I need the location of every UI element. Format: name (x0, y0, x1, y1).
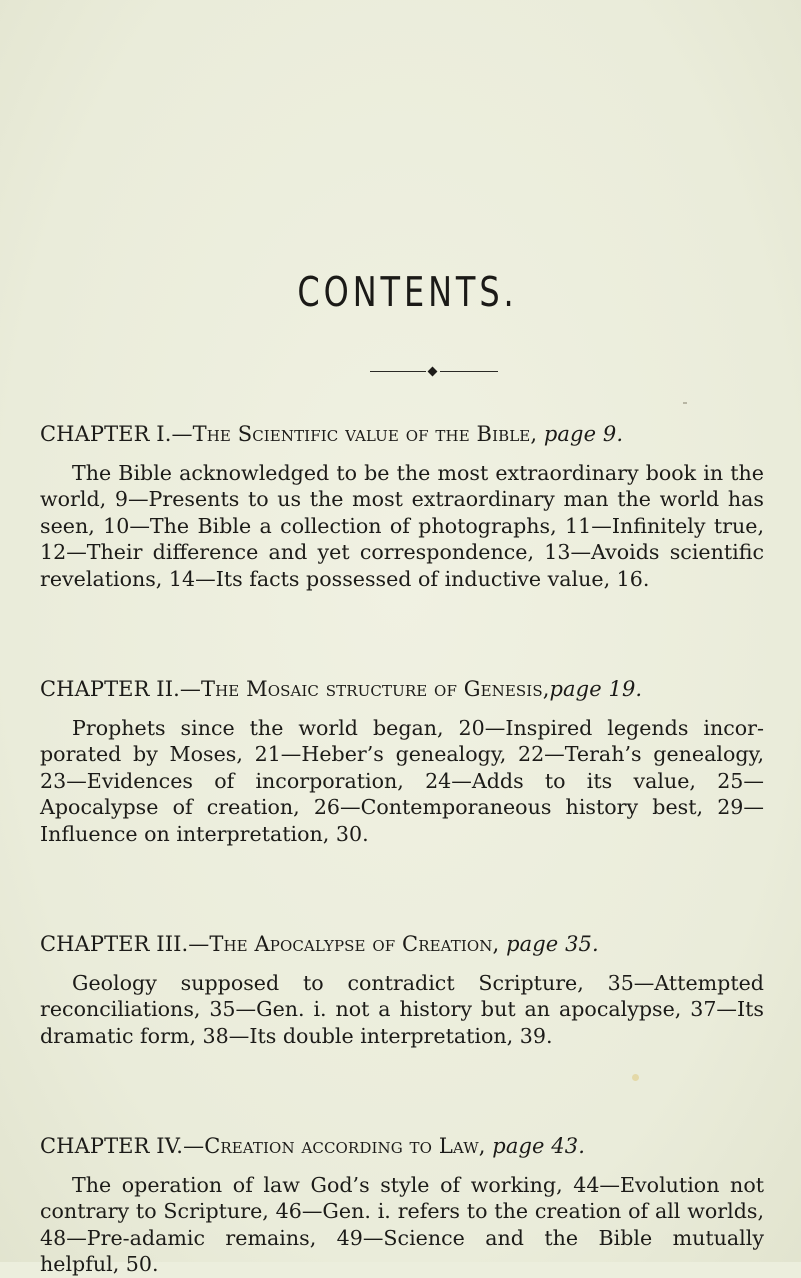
diamond-icon (428, 367, 438, 377)
chapter-heading (40, 1133, 764, 1159)
chapter-entry-2 (40, 676, 764, 847)
chapter-title: The Apocalypse of Creation, (209, 932, 500, 956)
chapter-label: CHAPTER III. (40, 932, 189, 956)
chapter-title: The Mosaic structure of Genesis, (200, 677, 550, 701)
chapter-heading (40, 931, 764, 957)
ornament-rule-right (440, 371, 498, 372)
chapter-title: The Scientific value of the Bible, (192, 422, 538, 446)
chapter-separator: — (171, 422, 193, 446)
chapter-separator: — (188, 932, 210, 956)
chapter-summary: Prophets since the world began, 20—Inspired legends incorporated by Moses, 21—Heber’s genealogy, 22—Terah’s genealogy, 23—Evidences of incorporation, 24—Adds to its value, 25—Apocalypse of creation, 26—Contemporaneous history best, 29—Influence on interpretation, 30. (40, 716, 764, 846)
chapter-heading (40, 421, 764, 447)
chapter-entry-3 (40, 931, 764, 1049)
chapter-summary: Geology supposed to contradict Scripture, 35—Attempted reconciliations, 35—Gen. i. not a history but an apocalypse, 37—Its dramatic form, 38—Its double interpretation, 39. (40, 971, 764, 1048)
chapter-summary: The operation of law God’s style of working, 44—Evolution not contrary to Scripture, 46—Gen. i. refers to the creation of all worlds, 48—Pre-adamic remains, 49—Science and the Bible mutually helpful, 50. (40, 1173, 764, 1277)
chapter-heading (40, 676, 764, 702)
chapter-title: Creation according to Law, (204, 1134, 486, 1158)
paper-spot (632, 1074, 639, 1081)
chapter-separator: — (179, 677, 201, 701)
chapter-page: page 19. (549, 677, 643, 701)
chapter-entry-4 (40, 1133, 764, 1278)
chapter-summary: The Bible acknowledged to be the most extraordinary book in the world, 9—Presents to us the most extraordinary man the world has seen, 10—The Bible a collection of photographs, 11—Infinitely true, 12—Their difference and yet correspondence, 13—Avoids scientific revelations, 14—Its facts possessed of inductive value, 16. (40, 461, 764, 591)
chapter-entry-1 (40, 421, 764, 592)
ornament-rule-left (370, 371, 426, 372)
chapter-page: page 35. (506, 932, 599, 956)
chapter-page: page 9. (543, 422, 624, 446)
page-title: CONTENTS. (297, 268, 518, 316)
paper-spot (683, 402, 687, 404)
chapter-page: page 43. (492, 1134, 585, 1158)
chapter-label: CHAPTER I. (40, 422, 172, 446)
chapter-label: CHAPTER IV. (40, 1134, 184, 1158)
chapter-label: CHAPTER II. (40, 677, 180, 701)
chapter-separator: — (183, 1134, 205, 1158)
title-ornament (370, 367, 498, 377)
